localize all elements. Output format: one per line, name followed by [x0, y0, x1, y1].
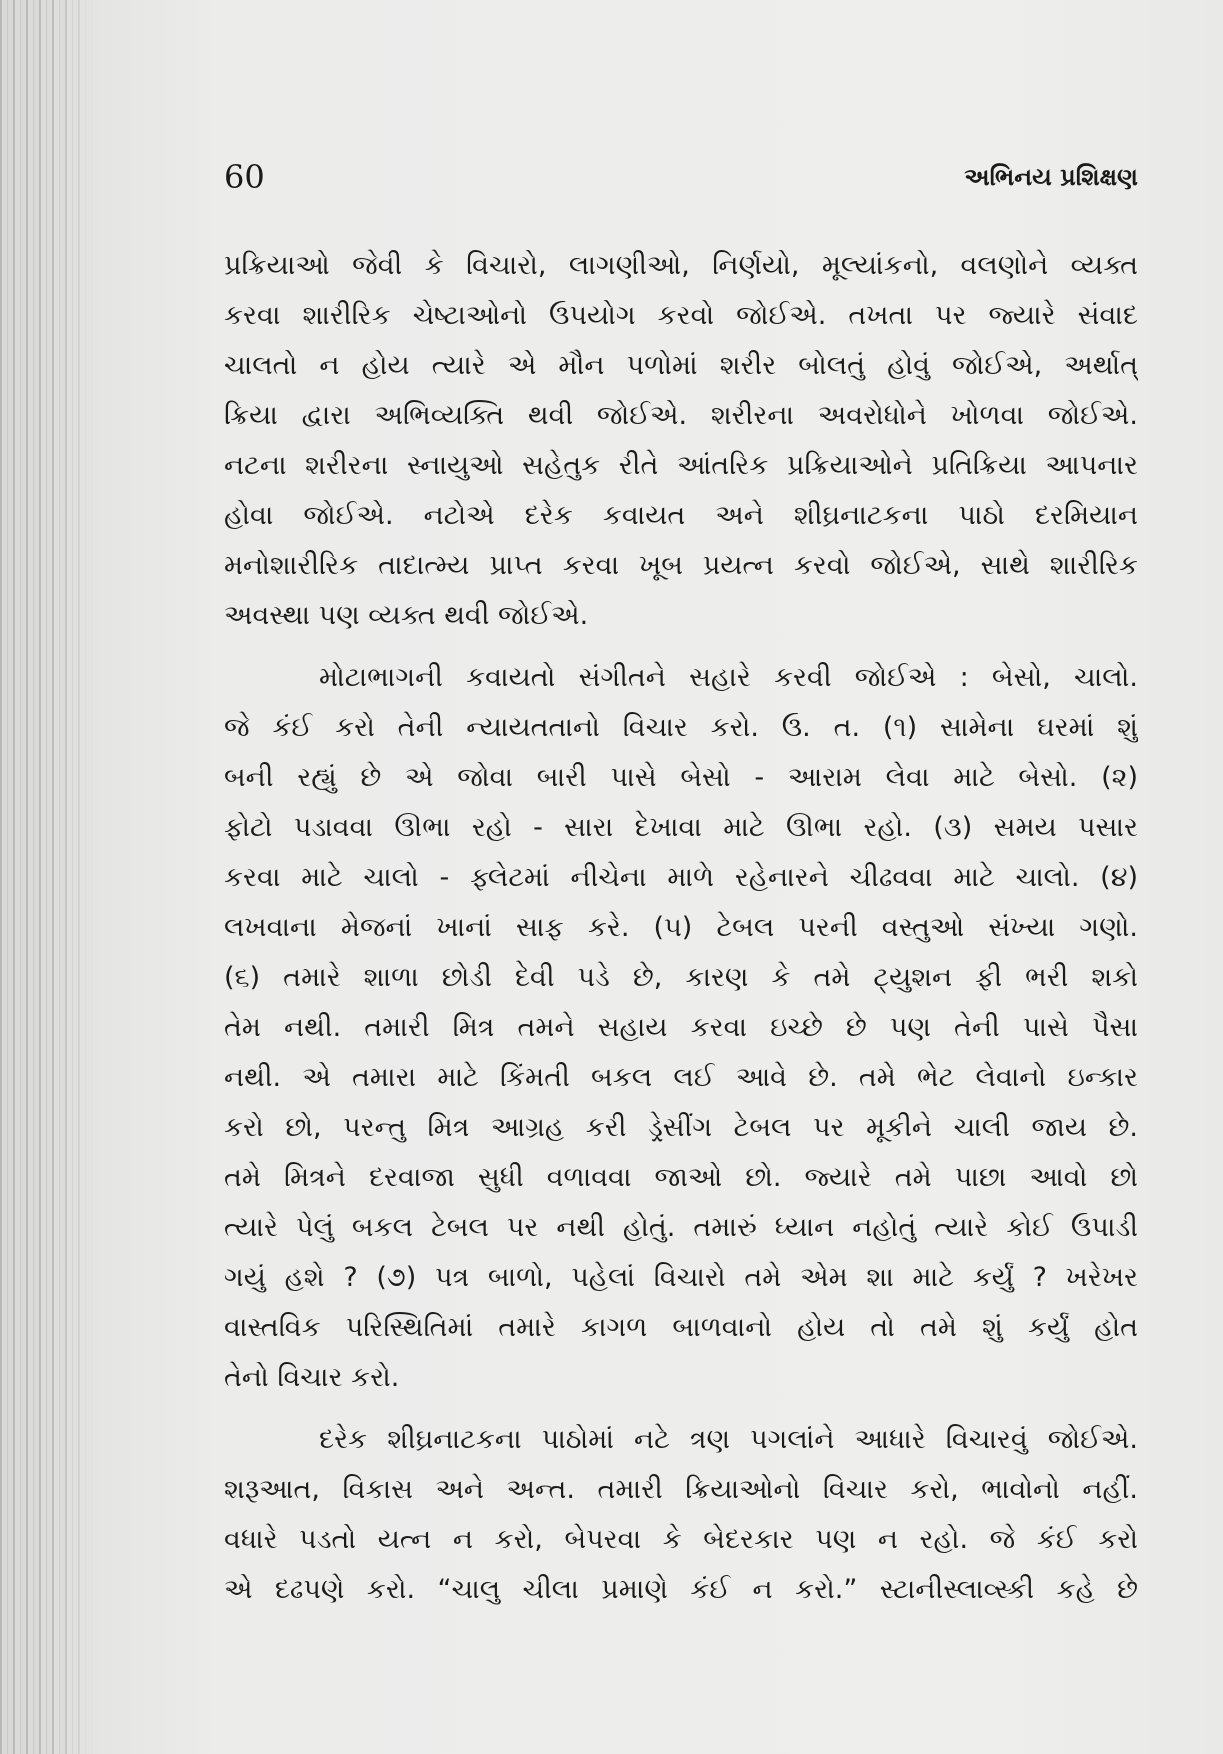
text-line: ક્રિયા દ્વારા અભિવ્યક્તિ થવી જોઈએ. શરીરના અવરોધોને ખોળવા જોઈએ.: [224, 400, 1138, 431]
text-line: અવસ્થા પણ વ્યક્ત થવી જોઈએ.: [224, 600, 589, 631]
text-line: લખવાના મેજનાં ખાનાં સાફ કરે. (૫) ટેબલ પરની વસ્તુઓ સંખ્યા ગણો.: [224, 912, 1138, 943]
text-line: શરૂઆત, વિકાસ અને અન્ત. તમારી ક્રિયાઓનો વિચાર કરો, ભાવોનો નહીં.: [224, 1474, 1138, 1505]
text-line: વધારે પડતો યત્ન ન કરો, બેપરવા કે બેદરકાર પણ ન રહો. જે કંઈ કરો: [224, 1524, 1138, 1555]
text-line: નથી. એ તમારા માટે કિંમતી બકલ લઈ આવે છે. તમે ભેટ લેવાનો ઇન્કાર: [224, 1062, 1138, 1093]
text-line: હોવા જોઈએ. નટોએ દરેક કવાયત અને શીઘ્રનાટકના પાઠો દરમિયાન: [224, 500, 1138, 531]
text-line: એ દઢપણે કરો. “ચાલુ ચીલા પ્રમાણે કંઈ ન કરો.” સ્ટાનીસ્લાવ્સ્કી કહે છે: [224, 1574, 1138, 1605]
text-line: તેનો વિચાર કરો.: [224, 1362, 400, 1393]
text-line: કરવા માટે ચાલો - ફ્લેટમાં નીચેના માળે રહેનારને ચીઢવવા માટે ચાલો. (૪): [224, 862, 1138, 893]
text-line: જે કંઈ કરો તેની ન્યાયતતાનો વિચાર કરો. ઉ. ત. (૧) સામેના ઘરમાં શું: [224, 712, 1138, 743]
text-line: ફોટો પડાવવા ઊભા રહો - સારા દેખાવા માટે ઊભા રહો. (૩) સમય પસાર: [224, 812, 1138, 843]
text-line: નટના શરીરના સ્નાયુઓ સહેતુક રીતે આંતરિક પ્રક્રિયાઓને પ્રતિક્રિયા આપનાર: [224, 450, 1138, 481]
text-line: (૬) તમારે શાળા છોડી દેવી પડે છે, કારણ કે તમે ટ્યુશન ફી ભરી શકો: [224, 962, 1138, 993]
text-line: ગયું હશે ? (૭) પત્ર બાળો, પહેલાં વિચારો તમે એમ શા માટે કર્યું ? ખરેખર: [224, 1262, 1138, 1293]
text-line: ત્યારે પેલું બકલ ટેબલ પર નથી હોતું. તમારું ધ્યાન નહોતું ત્યારે કોઈ ઉપાડી: [224, 1212, 1138, 1243]
text-line: તમે મિત્રને દરવાજા સુધી વળાવવા જાઓ છો. જ્યારે તમે પાછા આવો છો: [224, 1162, 1138, 1193]
body-text: [224, 241, 1138, 1615]
paragraph: [224, 241, 1138, 641]
text-line: મનોશારીરિક તાદાત્મ્ય પ્રાપ્ત કરવા ખૂબ પ્રયત્ન કરવો જોઈએ, સાથે શારીરિક: [224, 550, 1138, 581]
text-line: વાસ્તવિક પરિસ્થિતિમાં તમારે કાગળ બાળવાનો હોય તો તમે શું કર્યું હોત: [224, 1312, 1138, 1343]
running-title: અભિનય પ્રશિક્ષણ: [964, 163, 1138, 191]
text-line: કરો છો, પરન્તુ મિત્ર આગ્રહ કરી ડ્રેસીંગ ટેબલ પર મૂકીને ચાલી જાય છે.: [224, 1112, 1138, 1143]
paragraph: [224, 1415, 1138, 1615]
page-edge-shading: [0, 0, 96, 1754]
text-line: તેમ નથી. તમારી મિત્ર તમને સહાય કરવા ઇચ્છે છે પણ તેની પાસે પૈસા: [224, 1012, 1138, 1043]
text-line: દરેક શીઘ્રનાટકના પાઠોમાં નટે ત્રણ પગલાંને આધારે વિચારવું જોઈએ.: [319, 1424, 1138, 1455]
text-line: કરવા શારીરિક ચેષ્ટાઓનો ઉપયોગ કરવો જોઈએ. તખતા પર જ્યારે સંવાદ: [224, 300, 1138, 331]
text-line: પ્રક્રિયાઓ જેવી કે વિચારો, લાગણીઓ, નિર્ણયો, મૂલ્યાંકનો, વલણોને વ્યક્ત: [224, 250, 1138, 281]
text-line: ચાલતો ન હોય ત્યારે એ મૌન પળોમાં શરીર બોલતું હોવું જોઈએ, અર્થાત્: [224, 350, 1138, 381]
page-header: [224, 152, 1138, 202]
text-line: મોટાભાગની કવાયતો સંગીતને સહારે કરવી જોઈએ : બેસો, ચાલો.: [319, 662, 1138, 693]
text-line: બની રહ્યું છે એ જોવા બારી પાસે બેસો - આરામ લેવા માટે બેસો. (૨): [224, 762, 1138, 793]
page-number: 60: [224, 158, 265, 196]
paragraph: [224, 653, 1138, 1403]
